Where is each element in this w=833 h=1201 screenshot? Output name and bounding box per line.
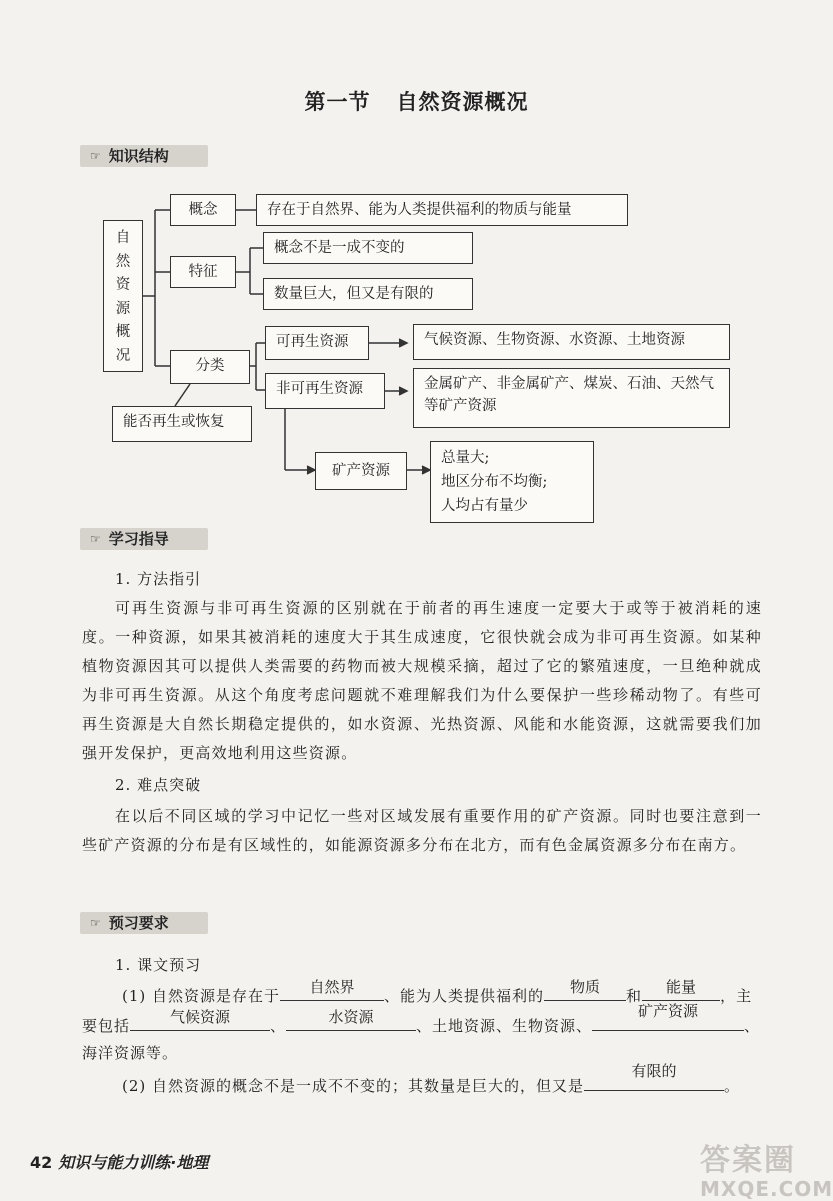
preview-heading-1: 1. 课文预习: [115, 956, 202, 974]
section-header-preview: ☞ 预习要求: [80, 912, 208, 934]
answer-blank: 能量: [642, 982, 720, 1001]
pointing-hand-icon: ☞: [90, 149, 101, 163]
nonrenewable-box: 非可再生资源: [265, 373, 385, 409]
page-number: 42: [30, 1153, 53, 1172]
question-2: (2) 自然资源的概念不是一成不不变的；其数量是巨大的，但又是 有限的 。: [122, 1062, 741, 1095]
watermark-logo: 答案圈 MXQE.COM: [700, 1143, 833, 1201]
nonrenewable-desc-box: 金属矿产、非金属矿产、煤炭、石油、天然气等矿产资源: [413, 368, 730, 428]
guide-heading-1: 1. 方法指引: [115, 570, 202, 588]
pointing-hand-icon: ☞: [90, 916, 101, 930]
mineral-box: 矿产资源: [315, 452, 407, 490]
answer-blank: 物质: [544, 982, 626, 1001]
answer-blank: 有限的: [584, 1072, 724, 1091]
section-header-guide: ☞ 学习指导: [80, 528, 208, 550]
feature-desc-2: 数量巨大，但又是有限的: [263, 278, 473, 310]
guide-paragraph-1: 可再生资源与非可再生资源的区别就在于前者的再生速度一定要大于或等于被消耗的速度。一种资源，如果其被消耗的速度大于其生成速度，它很快就会成为非可再生资源。如某种植物资源因其可以提供人类需要的药物而被大规模采摘，超过了它的繁殖速度，一旦绝种就成为非可再生资源。从这个角度考虑问题就不难理解我们为什么要保护一些珍稀动物了。有些可再生资源是大自然长期稳定提供的，如水资源、光热资源、风能和水能资源，这就需要我们加强开发保护，更高效地利用这些资源。: [82, 599, 762, 762]
renewable-box: 可再生资源: [265, 326, 369, 360]
question-1-line-1: (1) 自然资源是存在于 自然界 、能为人类提供福利的 物质 和 能量 ，主: [122, 978, 753, 1005]
answer-blank: 矿产资源: [592, 1012, 744, 1031]
question-1-line-2: 要包括 气候资源 、 水资源 、土地资源、生物资源、 矿产资源 、: [82, 1002, 761, 1035]
answer-blank: 水资源: [286, 1012, 416, 1031]
section-header-structure: ☞ 知识结构: [80, 145, 208, 167]
answer-blank: 自然界: [280, 982, 384, 1001]
page-title: 第一节 自然资源概况: [304, 90, 529, 114]
concept-box: 概念: [170, 194, 236, 226]
feature-box: 特征: [170, 256, 236, 288]
renewable-desc-box: 气候资源、生物资源、水资源、土地资源: [413, 324, 730, 360]
guide-paragraph-2: 在以后不同区域的学习中记忆一些对区域发展有重要作用的矿产资源。同时也要注意到一些矿产资源的分布是有区域性的，如能源资源多分布在北方，而有色金属资源多分布在南方。: [82, 807, 762, 854]
pointing-hand-icon: ☞: [90, 532, 101, 546]
concept-desc-box: 存在于自然界、能为人类提供福利的物质与能量: [256, 194, 628, 226]
classify-box: 分类: [170, 350, 250, 384]
mineral-desc-box: 总量大; 地区分布不均衡; 人均占有量少: [430, 441, 594, 523]
page-footer: [30, 1150, 208, 1173]
root-box: 自 然 资 源 概 况: [103, 220, 143, 372]
feature-desc-1: 概念不是一成不变的: [263, 232, 473, 264]
question-1-line-3: 海洋资源等。: [82, 1044, 179, 1062]
answer-blank: 气候资源: [130, 1012, 270, 1031]
guide-heading-2: 2. 难点突破: [115, 776, 202, 794]
criterion-box: 能否再生或恢复: [112, 406, 252, 442]
book-title: 知识与能力训练·地理: [58, 1153, 209, 1172]
